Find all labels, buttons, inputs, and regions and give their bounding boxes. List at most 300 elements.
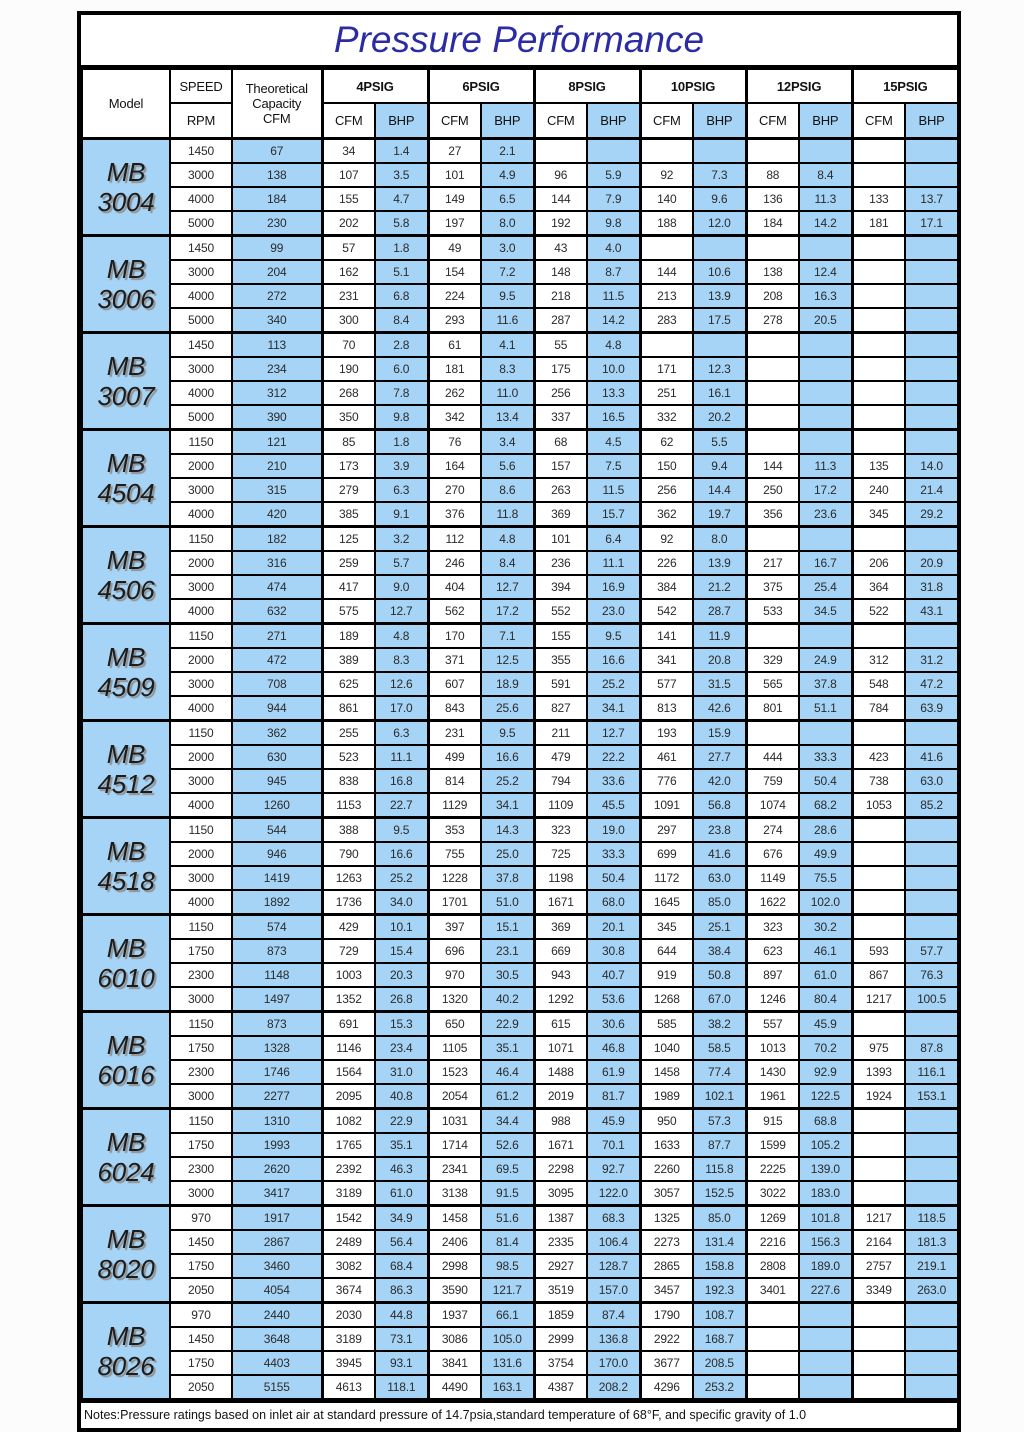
- cfm-cell: 1645: [640, 890, 693, 915]
- rpm-cell: 3000: [170, 575, 232, 599]
- cfm-cell: 190: [322, 357, 375, 381]
- bhp-cell: 11.6: [481, 308, 534, 333]
- model-name: MB 8020: [82, 1206, 170, 1303]
- cfm-cell: 1714: [428, 1133, 481, 1157]
- rpm-cell: 4000: [170, 381, 232, 405]
- cfm-cell: 240: [852, 478, 905, 502]
- bhp-cell: [587, 139, 640, 164]
- bhp-cell: 158.8: [693, 1254, 746, 1278]
- bhp-cell: 25.2: [587, 672, 640, 696]
- rpm-cell: 4000: [170, 284, 232, 308]
- capacity-line: Theoretical: [245, 81, 308, 96]
- cfm-cell: 1040: [640, 1036, 693, 1060]
- bhp-cell: 100.5: [905, 987, 958, 1012]
- col-header-cfm: CFM: [534, 103, 587, 139]
- cfm-cell: 2808: [746, 1254, 799, 1278]
- bhp-cell: 34.5: [799, 599, 852, 624]
- rpm-cell: 3000: [170, 357, 232, 381]
- bhp-cell: 52.6: [481, 1133, 534, 1157]
- cfm-cell: 813: [640, 696, 693, 721]
- bhp-cell: 118.5: [905, 1206, 958, 1231]
- bhp-cell: 8.7: [587, 260, 640, 284]
- col-header-cfm: CFM: [852, 103, 905, 139]
- bhp-cell: [693, 333, 746, 358]
- bhp-cell: 23.4: [375, 1036, 428, 1060]
- cfm-cell: 975: [852, 1036, 905, 1060]
- bhp-cell: 40.8: [375, 1084, 428, 1109]
- cfm-cell: 3754: [534, 1351, 587, 1375]
- model-name: MB 8026: [82, 1303, 170, 1400]
- model-name: MB 4506: [82, 527, 170, 624]
- cfm-cell: 236: [534, 551, 587, 575]
- bhp-cell: 9.6: [693, 187, 746, 211]
- cfm-cell: 1263: [322, 866, 375, 890]
- cfm-cell: 1859: [534, 1303, 587, 1328]
- cfm-cell: [852, 721, 905, 746]
- bhp-cell: 11.3: [799, 454, 852, 478]
- rpm-cell: 1450: [170, 1327, 232, 1351]
- bhp-cell: 3.5: [375, 163, 428, 187]
- bhp-cell: 102.1: [693, 1084, 746, 1109]
- table-row: [82, 818, 958, 843]
- bhp-cell: 25.2: [481, 769, 534, 793]
- bhp-cell: [905, 1351, 958, 1375]
- table-row: [82, 1133, 958, 1157]
- bhp-cell: 57.3: [693, 1109, 746, 1134]
- bhp-cell: 14.2: [799, 211, 852, 236]
- bhp-cell: 19.0: [587, 818, 640, 843]
- table-row: [82, 793, 958, 818]
- cfm-cell: 3401: [746, 1278, 799, 1303]
- bhp-cell: 168.7: [693, 1327, 746, 1351]
- table-row: [82, 551, 958, 575]
- table-row: [82, 987, 958, 1012]
- bhp-cell: 40.2: [481, 987, 534, 1012]
- table-row: [82, 1157, 958, 1181]
- cfm-cell: 950: [640, 1109, 693, 1134]
- bhp-cell: 9.5: [587, 624, 640, 649]
- cfm-cell: 231: [322, 284, 375, 308]
- bhp-cell: [905, 405, 958, 430]
- table-row: [82, 745, 958, 769]
- bhp-cell: 7.1: [481, 624, 534, 649]
- cfm-cell: 189: [322, 624, 375, 649]
- bhp-cell: 34.1: [481, 793, 534, 818]
- cfm-cell: 1564: [322, 1060, 375, 1084]
- cfm-cell: 1105: [428, 1036, 481, 1060]
- bhp-cell: 7.2: [481, 260, 534, 284]
- cfm-cell: 43: [534, 236, 587, 261]
- cfm-cell: 394: [534, 575, 587, 599]
- bhp-cell: [905, 1375, 958, 1399]
- capacity-line: CFM: [262, 111, 291, 126]
- cfm-cell: 1765: [322, 1133, 375, 1157]
- pressure-performance-sheet: [77, 11, 961, 1432]
- rpm-cell: 1150: [170, 430, 232, 455]
- capacity-cell: 873: [232, 939, 322, 963]
- cfm-cell: 417: [322, 575, 375, 599]
- bhp-cell: 102.0: [799, 890, 852, 915]
- cfm-cell: 542: [640, 599, 693, 624]
- cfm-cell: 562: [428, 599, 481, 624]
- table-row: [82, 1206, 958, 1231]
- cfm-cell: 68: [534, 430, 587, 455]
- cfm-cell: [852, 842, 905, 866]
- cfm-cell: 2998: [428, 1254, 481, 1278]
- table-row: [82, 454, 958, 478]
- capacity-cell: 99: [232, 236, 322, 261]
- bhp-cell: 68.3: [587, 1206, 640, 1231]
- bhp-cell: 70.2: [799, 1036, 852, 1060]
- cfm-cell: 135: [852, 454, 905, 478]
- capacity-cell: 420: [232, 502, 322, 527]
- cfm-cell: 270: [428, 478, 481, 502]
- cfm-cell: 1269: [746, 1206, 799, 1231]
- rpm-cell: 2050: [170, 1278, 232, 1303]
- bhp-cell: 31.0: [375, 1060, 428, 1084]
- cfm-cell: 1013: [746, 1036, 799, 1060]
- cfm-cell: 148: [534, 260, 587, 284]
- cfm-cell: 843: [428, 696, 481, 721]
- bhp-cell: 30.2: [799, 915, 852, 940]
- bhp-cell: 3.4: [481, 430, 534, 455]
- rpm-cell: 2000: [170, 648, 232, 672]
- cfm-cell: 593: [852, 939, 905, 963]
- capacity-cell: 1328: [232, 1036, 322, 1060]
- cfm-cell: 691: [322, 1012, 375, 1037]
- bhp-cell: 5.1: [375, 260, 428, 284]
- cfm-cell: [852, 866, 905, 890]
- bhp-cell: 11.3: [799, 187, 852, 211]
- cfm-cell: [852, 1133, 905, 1157]
- performance-table: [81, 68, 959, 1400]
- bhp-cell: 81.7: [587, 1084, 640, 1109]
- cfm-cell: 1292: [534, 987, 587, 1012]
- cfm-cell: 644: [640, 939, 693, 963]
- cfm-cell: 2030: [322, 1303, 375, 1328]
- cfm-cell: 150: [640, 454, 693, 478]
- cfm-cell: 293: [428, 308, 481, 333]
- col-header-15psig: 15PSIG: [852, 69, 958, 103]
- table-row: [82, 308, 958, 333]
- cfm-cell: 1393: [852, 1060, 905, 1084]
- col-header-bhp: BHP: [375, 103, 428, 139]
- table-row: [82, 915, 958, 940]
- cfm-cell: 1671: [534, 890, 587, 915]
- bhp-cell: 93.1: [375, 1351, 428, 1375]
- bhp-cell: 58.5: [693, 1036, 746, 1060]
- cfm-cell: 353: [428, 818, 481, 843]
- bhp-cell: 163.1: [481, 1375, 534, 1399]
- bhp-cell: [905, 1109, 958, 1134]
- bhp-cell: 5.9: [587, 163, 640, 187]
- bhp-cell: 16.6: [481, 745, 534, 769]
- cfm-cell: 202: [322, 211, 375, 236]
- cfm-cell: 1458: [428, 1206, 481, 1231]
- cfm-cell: 213: [640, 284, 693, 308]
- cfm-cell: 2095: [322, 1084, 375, 1109]
- bhp-cell: 12.5: [481, 648, 534, 672]
- rpm-cell: 3000: [170, 866, 232, 890]
- cfm-cell: 133: [852, 187, 905, 211]
- cfm-cell: 138: [746, 260, 799, 284]
- bhp-cell: 8.0: [481, 211, 534, 236]
- cfm-cell: 262: [428, 381, 481, 405]
- rpm-cell: 1150: [170, 818, 232, 843]
- bhp-cell: 37.8: [799, 672, 852, 696]
- cfm-cell: 384: [640, 575, 693, 599]
- cfm-cell: 1074: [746, 793, 799, 818]
- cfm-cell: 218: [534, 284, 587, 308]
- page-title: Pressure Performance: [81, 15, 957, 68]
- cfm-cell: 1937: [428, 1303, 481, 1328]
- cfm-cell: 2225: [746, 1157, 799, 1181]
- cfm-cell: 1217: [852, 1206, 905, 1231]
- rpm-cell: 4000: [170, 599, 232, 624]
- cfm-cell: 173: [322, 454, 375, 478]
- cfm-cell: 3086: [428, 1327, 481, 1351]
- capacity-cell: 113: [232, 333, 322, 358]
- rpm-cell: 1450: [170, 139, 232, 164]
- bhp-cell: 157.0: [587, 1278, 640, 1303]
- table-row: [82, 405, 958, 430]
- rpm-cell: 1150: [170, 624, 232, 649]
- cfm-cell: 297: [640, 818, 693, 843]
- cfm-cell: 101: [428, 163, 481, 187]
- cfm-cell: 1325: [640, 1206, 693, 1231]
- bhp-cell: 86.3: [375, 1278, 428, 1303]
- bhp-cell: 46.8: [587, 1036, 640, 1060]
- cfm-cell: 523: [322, 745, 375, 769]
- cfm-cell: 1082: [322, 1109, 375, 1134]
- capacity-cell: 1746: [232, 1060, 322, 1084]
- cfm-cell: 375: [746, 575, 799, 599]
- cfm-cell: [852, 308, 905, 333]
- cfm-cell: 362: [640, 502, 693, 527]
- cfm-cell: 341: [640, 648, 693, 672]
- bhp-cell: 22.9: [481, 1012, 534, 1037]
- cfm-cell: 650: [428, 1012, 481, 1037]
- bhp-cell: 8.6: [481, 478, 534, 502]
- bhp-cell: 51.1: [799, 696, 852, 721]
- bhp-cell: 57.7: [905, 939, 958, 963]
- cfm-cell: 1671: [534, 1133, 587, 1157]
- capacity-line: Capacity: [252, 96, 302, 111]
- bhp-cell: 17.2: [799, 478, 852, 502]
- cfm-cell: 522: [852, 599, 905, 624]
- rpm-cell: 4000: [170, 502, 232, 527]
- col-header-cfm: CFM: [746, 103, 799, 139]
- bhp-cell: 44.8: [375, 1303, 428, 1328]
- bhp-cell: 4.0: [587, 236, 640, 261]
- bhp-cell: [905, 890, 958, 915]
- cfm-cell: 461: [640, 745, 693, 769]
- capacity-cell: 340: [232, 308, 322, 333]
- cfm-cell: 897: [746, 963, 799, 987]
- bhp-cell: 15.1: [481, 915, 534, 940]
- cfm-cell: [746, 1327, 799, 1351]
- table-row: [82, 139, 958, 164]
- bhp-cell: 4.8: [375, 624, 428, 649]
- bhp-cell: 13.4: [481, 405, 534, 430]
- bhp-cell: 12.7: [481, 575, 534, 599]
- rpm-cell: 5000: [170, 211, 232, 236]
- cfm-cell: 217: [746, 551, 799, 575]
- bhp-cell: 45.9: [799, 1012, 852, 1037]
- bhp-cell: 25.1: [693, 915, 746, 940]
- cfm-cell: 943: [534, 963, 587, 987]
- bhp-cell: 9.0: [375, 575, 428, 599]
- cfm-cell: [746, 527, 799, 552]
- bhp-cell: 10.1: [375, 915, 428, 940]
- cfm-cell: 577: [640, 672, 693, 696]
- cfm-cell: 669: [534, 939, 587, 963]
- bhp-cell: [905, 381, 958, 405]
- cfm-cell: 49: [428, 236, 481, 261]
- rpm-cell: 1750: [170, 1351, 232, 1375]
- cfm-cell: [852, 357, 905, 381]
- bhp-cell: 34.1: [587, 696, 640, 721]
- bhp-cell: 6.3: [375, 478, 428, 502]
- bhp-cell: 20.3: [375, 963, 428, 987]
- cfm-cell: 1736: [322, 890, 375, 915]
- bhp-cell: 46.3: [375, 1157, 428, 1181]
- rpm-cell: 4000: [170, 696, 232, 721]
- bhp-cell: [905, 284, 958, 308]
- bhp-cell: 108.7: [693, 1303, 746, 1328]
- rpm-cell: 1750: [170, 1254, 232, 1278]
- cfm-cell: 364: [852, 575, 905, 599]
- bhp-cell: 139.0: [799, 1157, 852, 1181]
- capacity-cell: 272: [232, 284, 322, 308]
- bhp-cell: 61.0: [375, 1181, 428, 1206]
- bhp-cell: [905, 624, 958, 649]
- bhp-cell: [905, 260, 958, 284]
- table-row: [82, 1012, 958, 1037]
- cfm-cell: 861: [322, 696, 375, 721]
- bhp-cell: [905, 915, 958, 940]
- bhp-cell: 80.4: [799, 987, 852, 1012]
- bhp-cell: [905, 818, 958, 843]
- capacity-cell: 230: [232, 211, 322, 236]
- cfm-cell: 3138: [428, 1181, 481, 1206]
- bhp-cell: 13.3: [587, 381, 640, 405]
- cfm-cell: 164: [428, 454, 481, 478]
- cfm-cell: 3677: [640, 1351, 693, 1375]
- table-row: [82, 866, 958, 890]
- bhp-cell: 61.9: [587, 1060, 640, 1084]
- cfm-cell: [852, 236, 905, 261]
- bhp-cell: 5.8: [375, 211, 428, 236]
- model-name: MB 4509: [82, 624, 170, 721]
- cfm-cell: 1153: [322, 793, 375, 818]
- bhp-cell: 23.8: [693, 818, 746, 843]
- cfm-cell: 1458: [640, 1060, 693, 1084]
- bhp-cell: 61.2: [481, 1084, 534, 1109]
- bhp-cell: 16.8: [375, 769, 428, 793]
- col-header-bhp: BHP: [587, 103, 640, 139]
- capacity-cell: 708: [232, 672, 322, 696]
- bhp-cell: 81.4: [481, 1230, 534, 1254]
- model-name: MB 6016: [82, 1012, 170, 1109]
- model-name: MB 3007: [82, 333, 170, 430]
- bhp-cell: 4.9: [481, 163, 534, 187]
- cfm-cell: 676: [746, 842, 799, 866]
- bhp-cell: 66.1: [481, 1303, 534, 1328]
- bhp-cell: [905, 1133, 958, 1157]
- bhp-cell: [799, 405, 852, 430]
- cfm-cell: [746, 381, 799, 405]
- cfm-cell: [852, 1012, 905, 1037]
- bhp-cell: [799, 236, 852, 261]
- cfm-cell: [746, 430, 799, 455]
- col-header-bhp: BHP: [693, 103, 746, 139]
- col-header-capacity: [232, 69, 322, 139]
- rpm-cell: 3000: [170, 1181, 232, 1206]
- rpm-cell: 1450: [170, 1230, 232, 1254]
- cfm-cell: 1961: [746, 1084, 799, 1109]
- bhp-cell: 85.0: [693, 890, 746, 915]
- cfm-cell: [852, 381, 905, 405]
- cfm-cell: 3590: [428, 1278, 481, 1303]
- table-row: [82, 284, 958, 308]
- cfm-cell: 224: [428, 284, 481, 308]
- cfm-cell: 255: [322, 721, 375, 746]
- bhp-cell: 121.7: [481, 1278, 534, 1303]
- bhp-cell: 11.5: [587, 284, 640, 308]
- rpm-cell: 2300: [170, 1060, 232, 1084]
- bhp-cell: 23.0: [587, 599, 640, 624]
- cfm-cell: 259: [322, 551, 375, 575]
- bhp-cell: 92.7: [587, 1157, 640, 1181]
- cfm-cell: 3349: [852, 1278, 905, 1303]
- rpm-cell: 5000: [170, 405, 232, 430]
- bhp-cell: 43.1: [905, 599, 958, 624]
- capacity-cell: 873: [232, 1012, 322, 1037]
- cfm-cell: 61: [428, 333, 481, 358]
- bhp-cell: [799, 624, 852, 649]
- capacity-cell: 474: [232, 575, 322, 599]
- cfm-cell: 1430: [746, 1060, 799, 1084]
- bhp-cell: 67.0: [693, 987, 746, 1012]
- bhp-cell: 35.1: [375, 1133, 428, 1157]
- bhp-cell: 45.5: [587, 793, 640, 818]
- cfm-cell: 1129: [428, 793, 481, 818]
- capacity-cell: 315: [232, 478, 322, 502]
- bhp-cell: 51.6: [481, 1206, 534, 1231]
- bhp-cell: 8.3: [375, 648, 428, 672]
- cfm-cell: [852, 333, 905, 358]
- bhp-cell: 7.9: [587, 187, 640, 211]
- bhp-cell: 14.0: [905, 454, 958, 478]
- bhp-cell: 33.3: [799, 745, 852, 769]
- capacity-cell: 3648: [232, 1327, 322, 1351]
- cfm-cell: 2406: [428, 1230, 481, 1254]
- bhp-cell: [905, 866, 958, 890]
- cfm-cell: 2164: [852, 1230, 905, 1254]
- table-row: [82, 1036, 958, 1060]
- cfm-cell: 1387: [534, 1206, 587, 1231]
- cfm-cell: [852, 915, 905, 940]
- cfm-cell: [852, 890, 905, 915]
- cfm-cell: 1172: [640, 866, 693, 890]
- cfm-cell: 776: [640, 769, 693, 793]
- bhp-cell: [905, 430, 958, 455]
- cfm-cell: [746, 1375, 799, 1399]
- bhp-cell: 41.6: [905, 745, 958, 769]
- cfm-cell: 256: [534, 381, 587, 405]
- table-row: [82, 381, 958, 405]
